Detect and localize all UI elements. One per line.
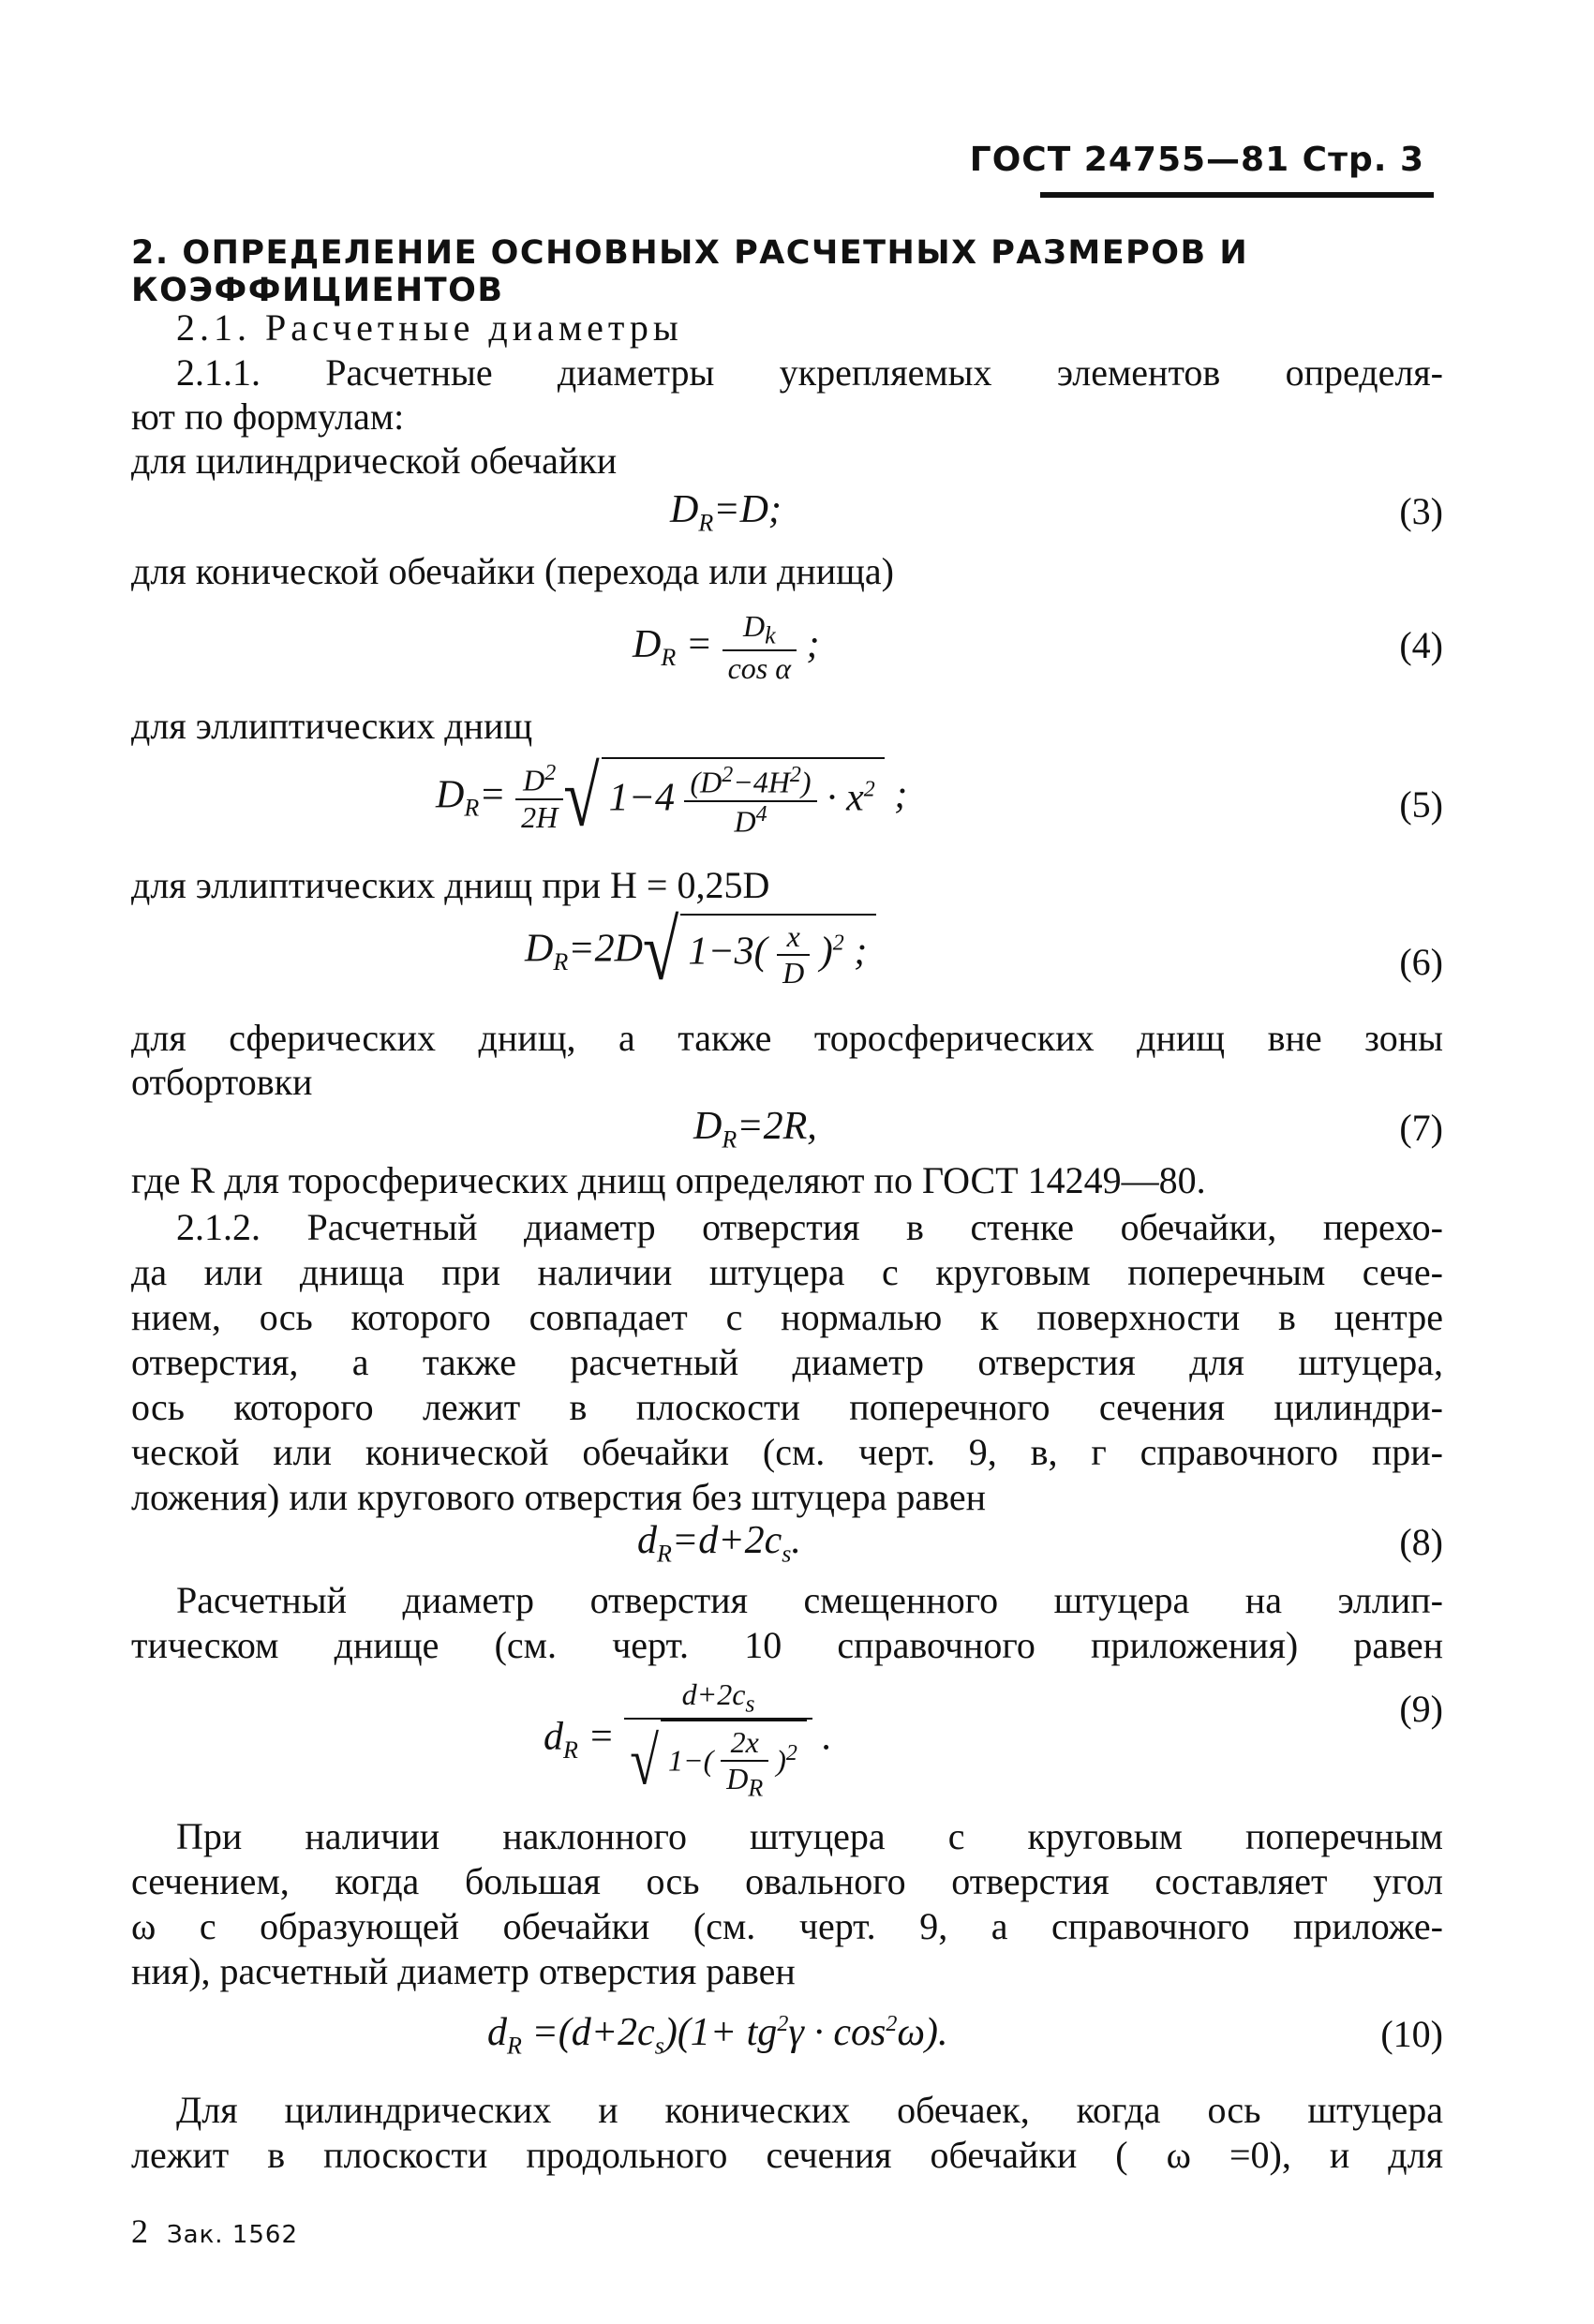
formula-8: $d_R=d+2c_s$. (637, 1519, 801, 1568)
paragraph-line: где R для торосферических днищ определяют по ГОСТ 14249—80. (131, 1159, 1206, 1201)
paragraph-line: ложения) или кругового отверстия без штуцера равен (131, 1476, 986, 1518)
order-number: Зак. 1562 (167, 2221, 299, 2249)
paragraph-line: ния), расчетный диаметр отверстия равен (131, 1950, 796, 1992)
page-header: ГОСТ 24755—81 Стр. 3 (969, 141, 1424, 179)
paragraph-line: ось которого лежит в плоскости поперечного сечения цилиндри- (131, 1386, 1443, 1428)
paragraph-line: ω с образующей обечайки (см. черт. 9, а справочного приложе- (131, 1905, 1443, 1947)
equation-number: (4) (1399, 624, 1443, 666)
paragraph-line: сечением, когда большая ось овального отверстия составляет угол (131, 1860, 1443, 1902)
formula-9: $d_R$ = $d+2c_s$ √ 1−( $\frac{2x}{D_R}$ )$^2$ . (544, 1677, 832, 1802)
equation-number: (6) (1399, 941, 1443, 983)
paragraph-line: При наличии наклонного штуцера с круговым поперечным (176, 1815, 1443, 1857)
equation-number: (10) (1380, 2013, 1443, 2055)
equation-number: (9) (1399, 1688, 1443, 1730)
paragraph-line: для эллиптических днищ (131, 705, 533, 747)
formula-7: $D_R=2R$, (693, 1105, 817, 1154)
paragraph-line: ческой или конической обечайки (см. черт. 9, в, г справочного при- (131, 1431, 1443, 1473)
paragraph-line: ют по формулам: (131, 395, 405, 438)
equation-number: (8) (1399, 1521, 1443, 1563)
formula-3: $D_R=D$; (670, 488, 782, 537)
header-rule (1040, 192, 1434, 198)
page-number: 2 (131, 2212, 148, 2250)
paragraph-line: тическом днище (см. черт. 10 справочного приложения) равен (131, 1624, 1443, 1666)
formula-10: $d_R =(d+2c_s)(1+ tg^2\gamma \cdot \cos^2\omega)$. (487, 2011, 948, 2060)
equation-number: (7) (1399, 1107, 1443, 1149)
paragraph-line: Для цилиндрических и конических обечаек, когда ось штуцера (176, 2089, 1443, 2131)
paragraph-line: Расчетный диаметр отверстия смещенного штуцера на эллип- (176, 1579, 1443, 1621)
paragraph-line: 2.1.1. Расчетные диаметры укрепляемых элементов определя- (176, 351, 1443, 394)
paragraph-line: для цилиндрической обечайки (131, 439, 618, 482)
formula-6: $D_R=2D√$ 1−3( $\frac{x}{D}$ )$^2$ ; (525, 914, 876, 991)
paragraph-line: для эллиптических днищ при H = 0,25D (131, 864, 770, 906)
equation-number: (3) (1399, 490, 1443, 532)
paragraph-line: 2.1.2. Расчетный диаметр отверстия в стенке обечайки, перехо- (176, 1206, 1443, 1248)
subsection-title: 2.1. Расчетные диаметры (176, 306, 683, 349)
formula-4: $D_R$ = $\frac{D_k}{\text{cos α}}$ ; (633, 609, 820, 686)
paragraph-line: нием, ось которого совпадает с нормалью к поверхности в центре (131, 1296, 1443, 1338)
paragraph-line: для конической обечайки (перехода или днища) (131, 550, 895, 592)
paragraph-line: отверстия, а также расчетный диаметр отверстия для штуцера, (131, 1341, 1443, 1383)
page-footer (131, 2212, 298, 2251)
formula-5: $D_R=$ $\frac{D^2}{2H}$ √ 1−4 $\frac{(D^2-4H^2)}{D^4}$ · $x^2$ ; (436, 750, 908, 845)
paragraph-line: отбортовки (131, 1061, 313, 1103)
section-title: 2. ОПРЕДЕЛЕНИЕ ОСНОВНЫХ РАСЧЕТНЫХ РАЗМЕРОВ И КОЭФФИЦИЕНТОВ (131, 234, 1249, 309)
paragraph-line: для сферических днищ, а также торосферических днищ вне зоны (131, 1017, 1443, 1059)
paragraph-line: да или днища при наличии штуцера с круговым поперечным сече- (131, 1251, 1443, 1293)
equation-number: (5) (1399, 783, 1443, 826)
paragraph-line: лежит в плоскости продольного сечения обечайки ( ω =0), и для (131, 2134, 1443, 2176)
